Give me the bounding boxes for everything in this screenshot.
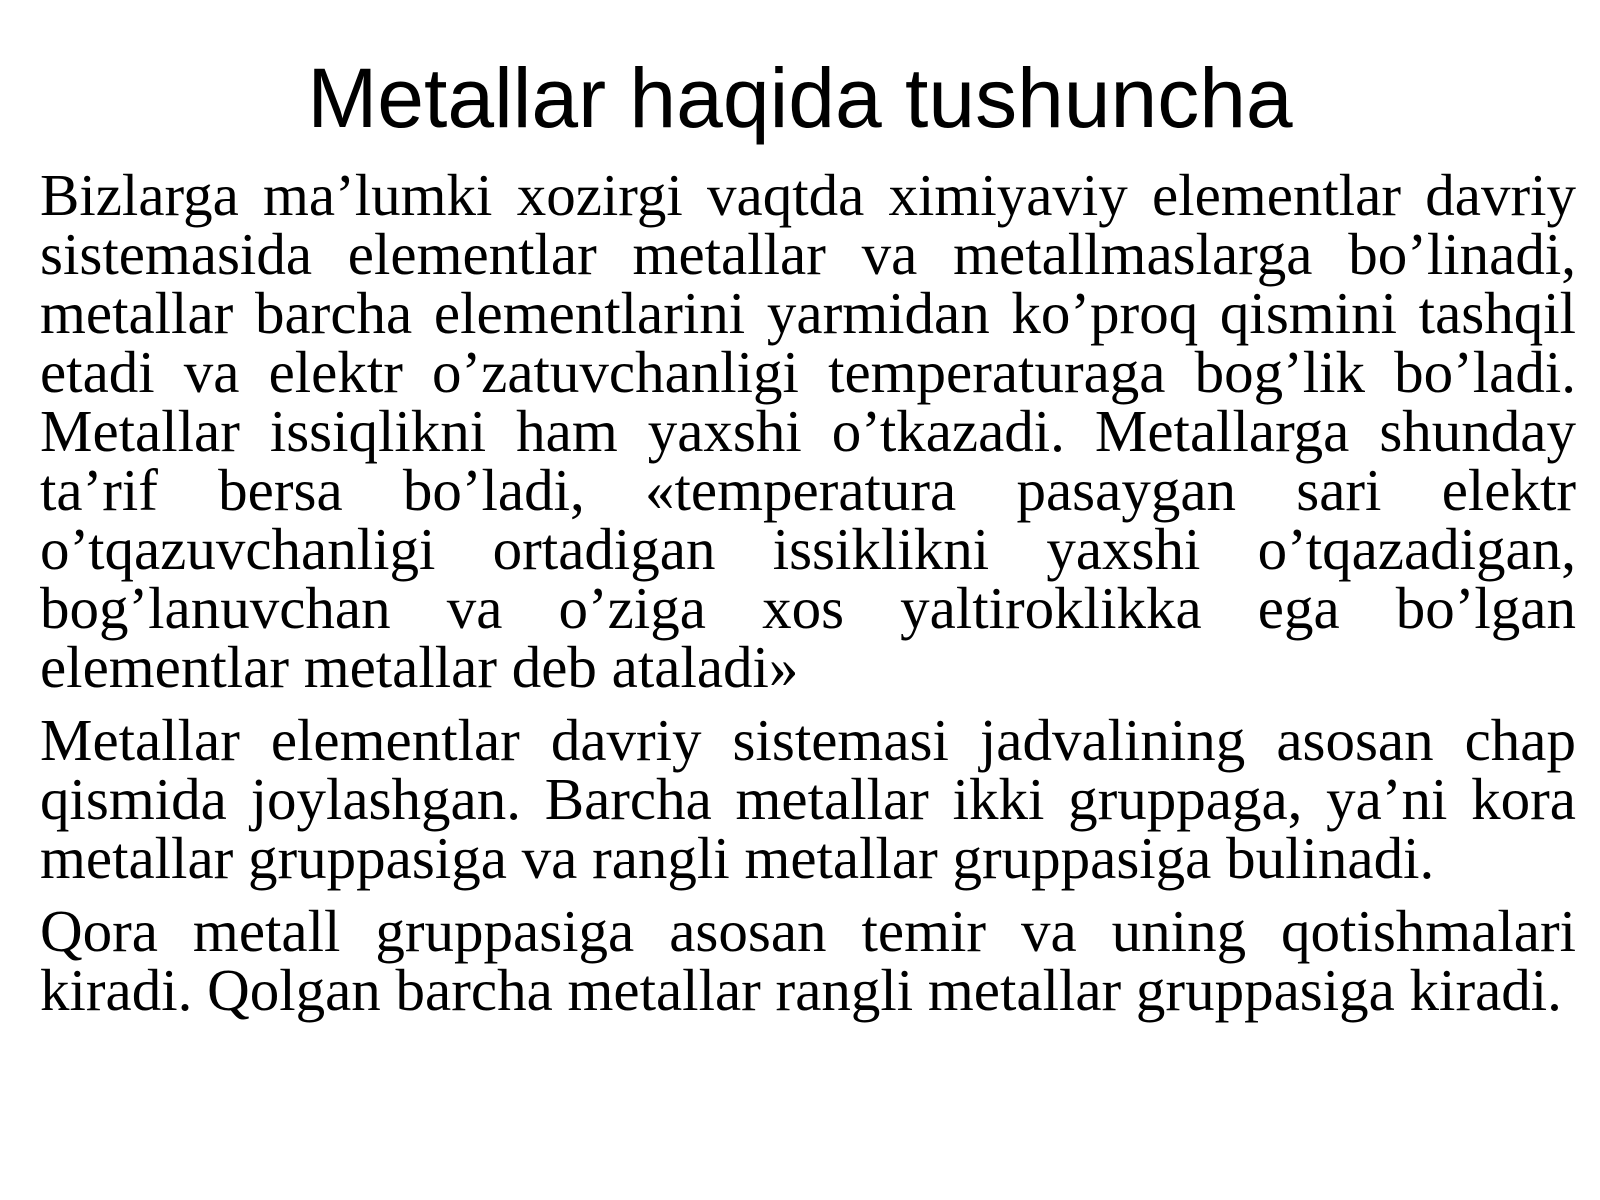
paragraph-metal-definition: Bizlarga ma’lumki xozirgi vaqtda ximiyaviy elementlar davriy sistemasida elementlar metallar va metallmaslarga bo’linadi, metallar barcha elementlarini yarmidan ko’proq qismini tashqil etadi va elektr o’zatuvchanligi temperaturaga bog’lik bo’ladi. Metallar issiqlikni ham yaxshi o’tkazadi. Metallarga shunday ta’rif bersa bo’ladi, «temperatura pasaygan sari elektr o’tqazuvchanligi ortadigan issiklikni yaxshi o’tqazadigan, bog’lanuvchan va o’ziga xos yaltiroklikka ega bo’lgan elementlar metallar deb ataladi»: [40, 162, 1576, 700]
slide-body: [40, 162, 1576, 1034]
paragraph-metal-groups: Metallar elementlar davriy sistemasi jadvalining asosan chap qismida joylashgan. Barcha metallar ikki gruppaga, ya’ni kora metallar gruppasiga va rangli metallar gruppasiga bulinadi.: [40, 707, 1576, 891]
paragraph-ferrous-metals: Qora metall gruppasiga asosan temir va uning qotishmalari kiradi. Qolgan barcha metallar rangli metallar gruppasiga kiradi.: [40, 898, 1576, 1023]
slide-title: Metallar haqida tushuncha: [307, 51, 1293, 145]
